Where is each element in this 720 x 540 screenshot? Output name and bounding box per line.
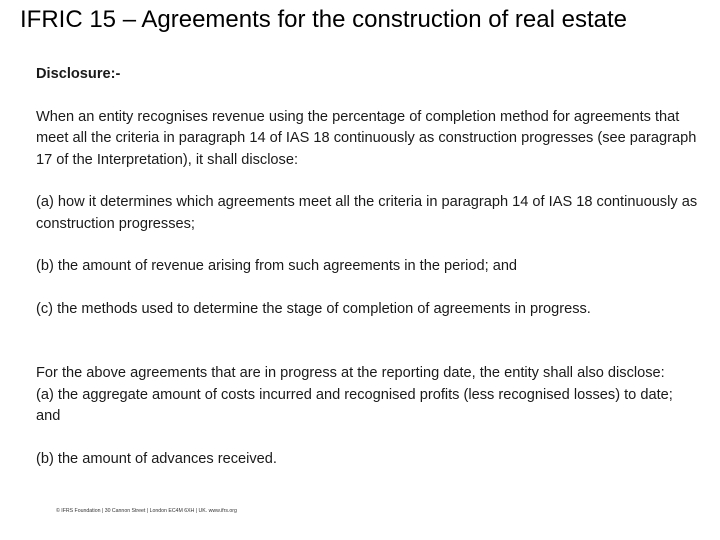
slide-title: IFRIC 15 – Agreements for the construction of real estate (20, 6, 627, 33)
slide-body (36, 64, 700, 470)
second-intro-paragraph: For the above agreements that are in progress at the reporting date, the entity shall also disclose: (36, 365, 665, 381)
disclosure-item-b: (b) the amount of revenue arising from such agreements in the period; and (36, 258, 518, 274)
disclosure-item-c: (c) the methods used to determine the stage of completion of agreements in progress. (36, 300, 591, 317)
second-item-b: (b) the amount of advances received. (36, 450, 277, 467)
intro-paragraph: When an entity recognises revenue using the percentage of completion method for agreements that meet all the criteria in paragraph 14 of IAS 18 continuously as construction progresses (see paragraph 17 of the Interpretation), it shall disclose: (36, 108, 697, 168)
disclosure-item-a: (a) how it determines which agreements meet all the criteria in paragraph 14 of IAS 18 continuously as construction progresses; (36, 194, 698, 232)
disclosure-heading: Disclosure:- (36, 66, 121, 82)
second-item-a: (a) the aggregate amount of costs incurred and recognised profits (less recognised losses) to date; and (36, 386, 673, 424)
footer-copyright: © IFRS Foundation | 30 Cannon Street | London EC4M 6XH | UK. www.ifrs.org (56, 508, 237, 514)
